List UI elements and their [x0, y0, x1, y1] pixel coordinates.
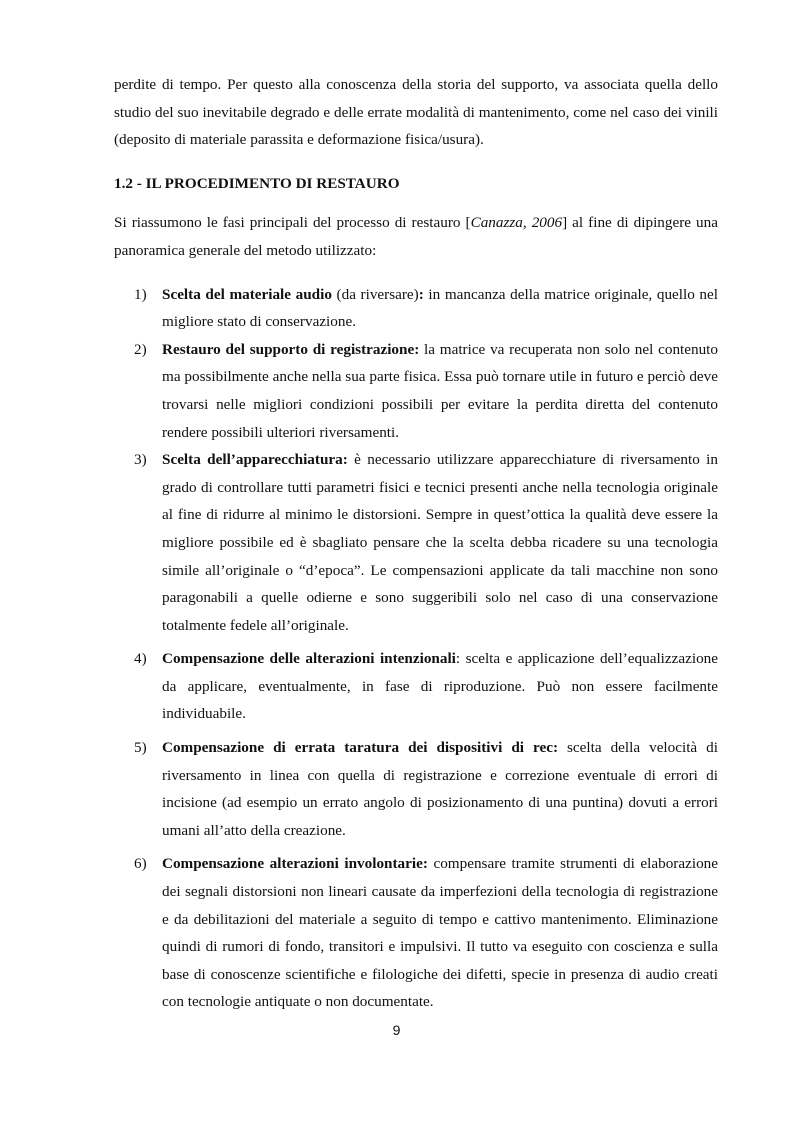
- item-number: 3): [134, 451, 147, 469]
- item-text: scelta della velocità di riversamento in linea con quella di registrazione e correzione eventuale di errori di incisione (ad esempio un errato angolo di posizionamento di una puntina) dovuti a errori umani all’atto della creazione.: [162, 739, 718, 839]
- item-text: in mancanza della matrice originale, quello nel migliore stato di conservazione.: [162, 285, 718, 331]
- item-number: 1): [134, 285, 147, 303]
- restoration-steps-list: [114, 281, 718, 1016]
- lead-paragraph: [114, 209, 718, 264]
- item-colon: :: [418, 285, 424, 303]
- list-item: [114, 336, 718, 446]
- page-body: [114, 71, 718, 1016]
- citation: Canazza, 2006: [470, 214, 563, 232]
- page-number: 9: [392, 1022, 401, 1038]
- list-item: [114, 734, 718, 844]
- item-heading: Scelta dell’apparecchiatura:: [162, 451, 348, 469]
- item-text: è necessario utilizzare apparecchiature di riversamento in grado di controllare tutti parametri fisici e tecnici presenti anche nella tecnologia originale al fine di ridurre al minimo le distorsioni. Sempre in quest’ottica la qualità deve essere la migliore possibile ed è sbagliato pensare che la scelta debba ricadere su una tecnologia simile all’originale o “d’epoca”. Le compensazioni applicate da tali macchine non sono paragonabili a quelle odierne e sono suggeribili solo nel caso di una conservazione totalmente fedele all’originale.: [162, 451, 718, 634]
- item-heading: Compensazione di errata taratura dei dispositivi di rec:: [162, 739, 558, 757]
- item-number: 5): [134, 739, 147, 757]
- item-heading: Compensazione delle alterazioni intenzionali: [162, 650, 456, 668]
- lead-text-after: ] al fine di dipingere una panoramica generale del metodo utilizzato:: [114, 214, 718, 259]
- item-number: 2): [134, 340, 147, 358]
- item-heading: Compensazione alterazioni involontarie:: [162, 855, 428, 873]
- list-item: [114, 281, 718, 336]
- item-heading: Scelta del materiale audio: [162, 285, 332, 303]
- list-item: [114, 850, 718, 1016]
- item-number: 4): [134, 650, 147, 668]
- item-text: compensare tramite strumenti di elaborazione dei segnali distorsioni non lineari causate da imperfezioni della tecnologia di registrazione e da debilitazioni del materiale a seguito di tempo e cattivo mantenimento. Eliminazione quindi di rumori di fondo, transitori e impulsivi. Il tutto va eseguito con coscienza e sulla base di conoscenze scientifiche e filologiche dei difetti, specie in presenza di audio creati con tecnologie antiquate o non documentate.: [162, 855, 718, 1011]
- item-text: la matrice va recuperata non solo nel contenuto ma possibilmente anche nella sua parte fisica. Essa può tornare utile in futuro e perciò deve trovarsi nelle migliori condizioni possibili per evitare la perdita diretta del contenuto rendere possibili ulteriori riversamenti.: [162, 340, 718, 441]
- section-title: 1.2 - IL PROCEDIMENTO DI RESTAURO: [114, 174, 400, 192]
- lead-text-before: Si riassumono le fasi principali del processo di restauro [: [114, 214, 471, 232]
- intro-paragraph: perdite di tempo. Per questo alla conoscenza della storia del supporto, va associata quella dello studio del suo inevitabile degrado e delle errate modalità di mantenimento, come nel caso dei vinili (deposito di materiale parassita e deformazione fisica/usura).: [114, 76, 718, 149]
- item-text: : scelta e applicazione dell’equalizzazione da applicare, eventualmente, in fase di riproduzione. Può non essere facilmente individuabile.: [162, 650, 718, 723]
- list-item: [114, 446, 718, 639]
- item-number: 6): [134, 855, 147, 873]
- item-note: (da riversare): [331, 285, 419, 303]
- item-heading: Restauro del supporto di registrazione:: [162, 340, 420, 358]
- list-item: [114, 645, 718, 728]
